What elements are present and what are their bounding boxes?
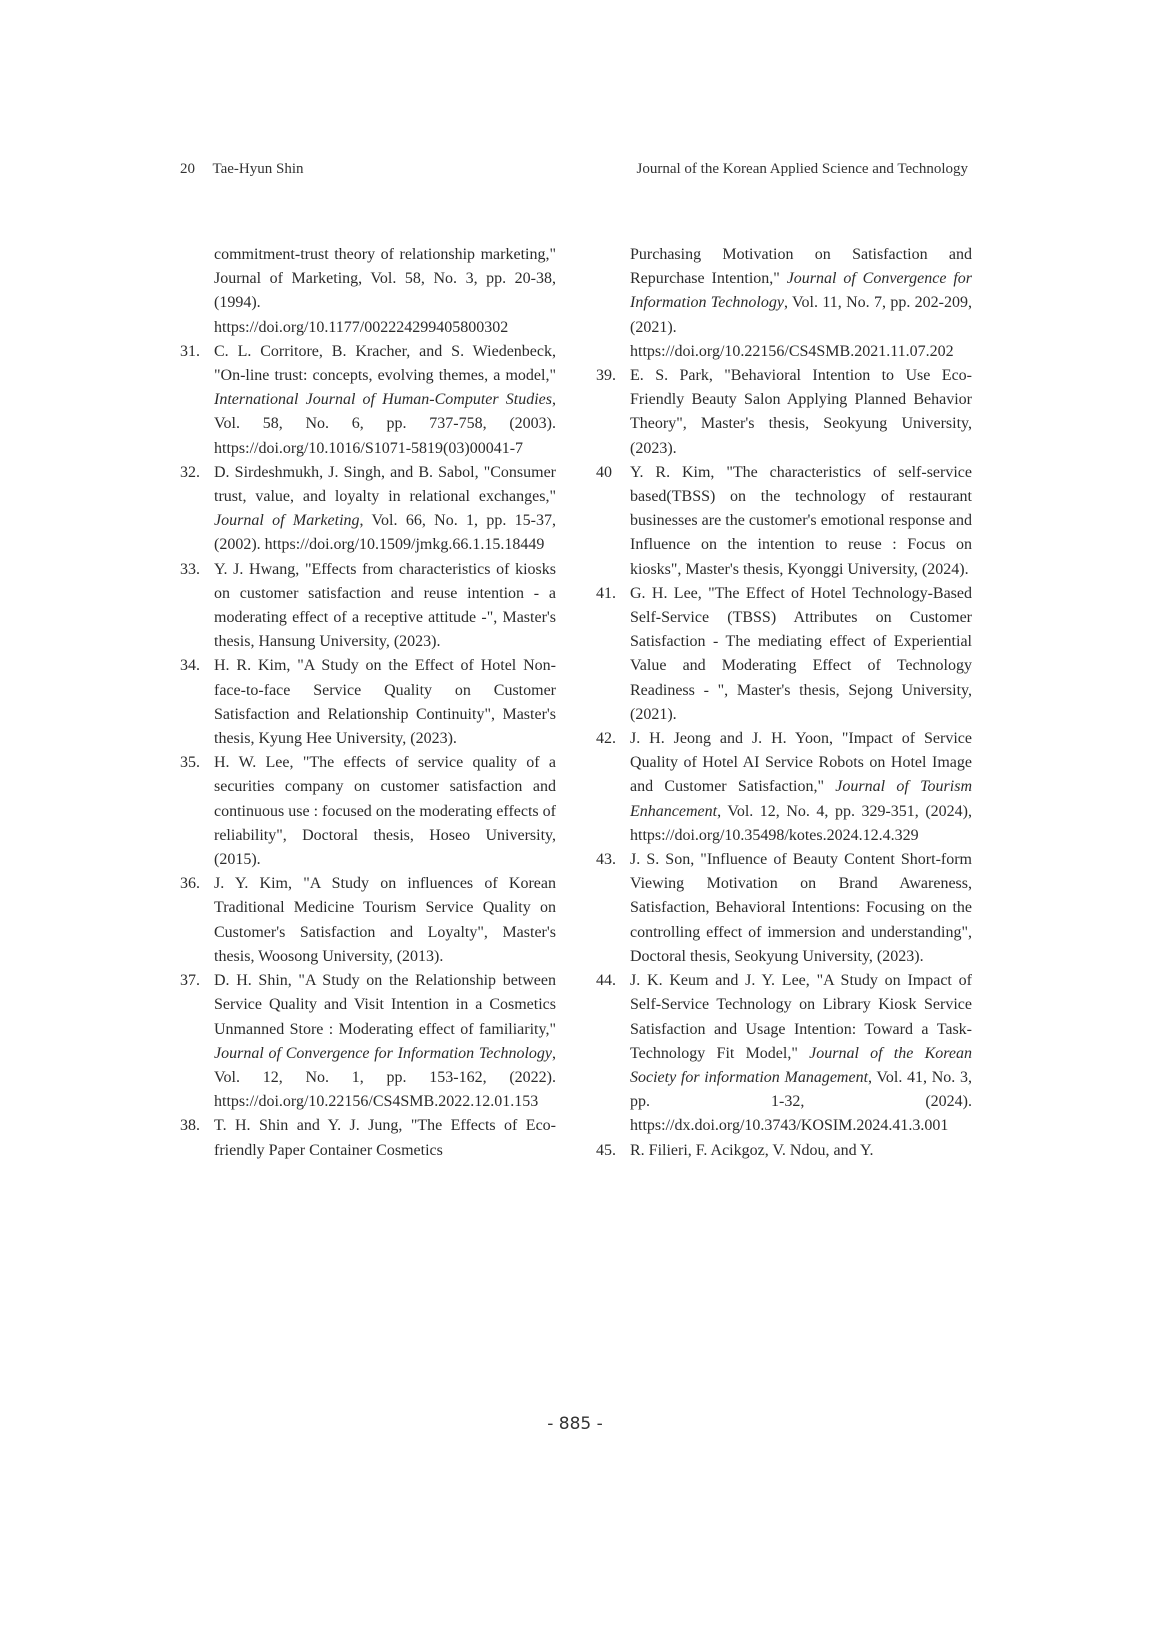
reference-entry [596, 969, 972, 1138]
reference-number: 42. [596, 730, 616, 748]
reference-number: 37. [180, 972, 200, 990]
reference-text: C. L. Corritore, B. Kracher, and S. Wiedenbeck, "On-line trust: concepts, evolving themes, a model," [214, 342, 556, 385]
reference-continuation: commitment-trust theory of relationship marketing," Journal of Marketing, Vol. 58, No. 3, pp. 20-38, (1994). https://doi.org/10.1177/002224299405800302 [214, 246, 556, 336]
reference-journal: Journal of Convergence for Information Technology [214, 1044, 552, 1062]
reference-journal: Journal of Tourism Enhancement [630, 778, 972, 820]
reference-number: 41. [596, 584, 616, 602]
reference-number: 33. [180, 560, 200, 578]
reference-number: 36. [180, 875, 200, 893]
reference-number: 31. [180, 342, 200, 360]
reference-text: , Vol. 58, No. 6, pp. 737-758, (2003). https://doi.org/10.1016/S1071-5819(03)00041-7 [214, 391, 556, 457]
reference-entry [596, 848, 972, 969]
reference-journal: International Journal of Human-Computer Studies [214, 391, 552, 409]
reference-text: Y. R. Kim, "The characteristics of self-service based(TBSS) on the technology of restaurant businesses are the customer's emotional response and Influence on the intention to reuse : Focus on kiosks", Master's thesis, Kyonggi University, (2024). [630, 463, 972, 578]
reference-number: 44. [596, 972, 616, 990]
reference-text: J. K. Keum and J. Y. Lee, "A Study on Impact of Self-Service Technology on Library Kiosk Service Satisfaction and Usage Intention: Toward a Task-Technology Fit Model," [630, 972, 972, 1062]
reference-entry [596, 582, 972, 727]
reference-entry [180, 340, 556, 461]
reference-text: G. H. Lee, "The Effect of Hotel Technology-Based Self-Service (TBSS) Attributes on Customer Satisfaction - The mediating effect of Experiential Value and Moderating Effect of Technology Readiness - ", Master's thesis, Sejong University, (2021). [630, 584, 972, 723]
reference-text: , Vol. 66, No. 1, pp. 15-37, (2002). https://doi.org/10.1509/jmkg.66.1.15.18449 [214, 512, 556, 554]
reference-number: 34. [180, 657, 200, 675]
reference-text: , Vol. 11, No. 7, pp. 202-209, (2021). https://doi.org/10.22156/CS4SMB.2021.11.07.202 [630, 294, 973, 360]
reference-entry [596, 1139, 972, 1163]
reference-text: , Vol. 41, No. 3, pp. 1-32, (2024). https://dx.doi.org/10.3743/KOSIM.2024.41.3.001 [630, 1068, 972, 1135]
journal-title: Journal of the Korean Applied Science and Technology [636, 161, 968, 177]
reference-entry [596, 461, 972, 582]
reference-text: J. Y. Kim, "A Study on influences of Korean Traditional Medicine Tourism Service Quality on Customer's Satisfaction and Loyalty", Master's thesis, Woosong University, (2013). [214, 875, 556, 965]
reference-entry [180, 461, 556, 558]
reference-column-right [596, 243, 972, 1163]
reference-text: , Vol. 12, No. 1, pp. 153-162, (2022). https://doi.org/10.22156/CS4SMB.2022.12.01.153 [214, 1044, 556, 1111]
page-footer-number: - 885 - [547, 1414, 603, 1434]
reference-journal: Journal of Marketing [214, 512, 360, 530]
reference-continuation [596, 243, 972, 364]
reference-number: 43. [596, 851, 616, 869]
reference-text: , Vol. 12, No. 4, pp. 329-351, (2024), https://doi.org/10.35498/kotes.2024.12.4.329 [630, 802, 972, 844]
reference-text: J. S. Son, "Influence of Beauty Content Short-form Viewing Motivation on Brand Awareness, Satisfaction, Behavioral Intentions: Focusing on the controlling effect of immersion and understanding", Doctoral thesis, Seokyung University, (2023). [630, 851, 972, 965]
reference-number: 40 [596, 463, 612, 481]
author-name: Tae-Hyun Shin [212, 161, 304, 177]
reference-entry [596, 364, 972, 461]
reference-text: Y. J. Hwang, "Effects from characteristics of kiosks on customer satisfaction and reuse intention - a moderating effect of a receptive attitude -", Master's thesis, Hansung University, (2023). [214, 560, 556, 651]
header-left [180, 161, 304, 178]
page-number: 20 [180, 161, 195, 177]
reference-text: D. H. Shin, "A Study on the Relationship between Service Quality and Visit Intention in a Cosmetics Unmanned Store : Moderating effect of familiarity," [214, 972, 556, 1038]
reference-number: 39. [596, 367, 616, 385]
reference-column-left [180, 243, 556, 1163]
reference-entry [180, 751, 556, 872]
reference-entry [180, 969, 556, 1114]
reference-number: 32. [180, 463, 200, 481]
reference-text: E. S. Park, "Behavioral Intention to Use Eco-Friendly Beauty Salon Applying Planned Behavior Theory", Master's thesis, Seokyung University, (2023). [630, 367, 972, 457]
reference-text: J. H. Jeong and J. H. Yoon, "Impact of Service Quality of Hotel AI Service Robots on Hotel Image and Customer Satisfaction," [630, 730, 972, 796]
reference-journal: Journal of Convergence for Information Technology [630, 270, 973, 312]
reference-text: H. W. Lee, "The effects of service quality of a securities company on customer satisfaction and continuous use : focused on the moderating effects of reliability", Doctoral thesis, Hoseo University, (2015). [214, 754, 556, 869]
reference-number: 35. [180, 754, 200, 772]
running-header [180, 161, 968, 183]
reference-text: Purchasing Motivation on Satisfaction and Repurchase Intention," [630, 246, 972, 288]
reference-entry [180, 1114, 556, 1162]
reference-entry [596, 727, 972, 848]
reference-text: D. Sirdeshmukh, J. Singh, and B. Sabol, "Consumer trust, value, and loyalty in relational exchanges," [214, 463, 556, 506]
reference-journal: Journal of the Korean Society for information Management [630, 1044, 972, 1086]
reference-number: 38. [180, 1117, 200, 1135]
reference-text: H. R. Kim, "A Study on the Effect of Hotel Non-face-to-face Service Quality on Customer Satisfaction and Relationship Continuity", Master's thesis, Kyung Hee University, (2023). [214, 657, 556, 748]
reference-text: R. Filieri, F. Acikgoz, V. Ndou, and Y. [630, 1141, 874, 1159]
reference-text: T. H. Shin and Y. J. Jung, "The Effects of Eco-friendly Paper Container Cosmetics [214, 1117, 556, 1159]
reference-entry [180, 558, 556, 655]
reference-entry [180, 872, 556, 969]
reference-number: 45. [596, 1141, 616, 1159]
reference-entry [180, 654, 556, 751]
